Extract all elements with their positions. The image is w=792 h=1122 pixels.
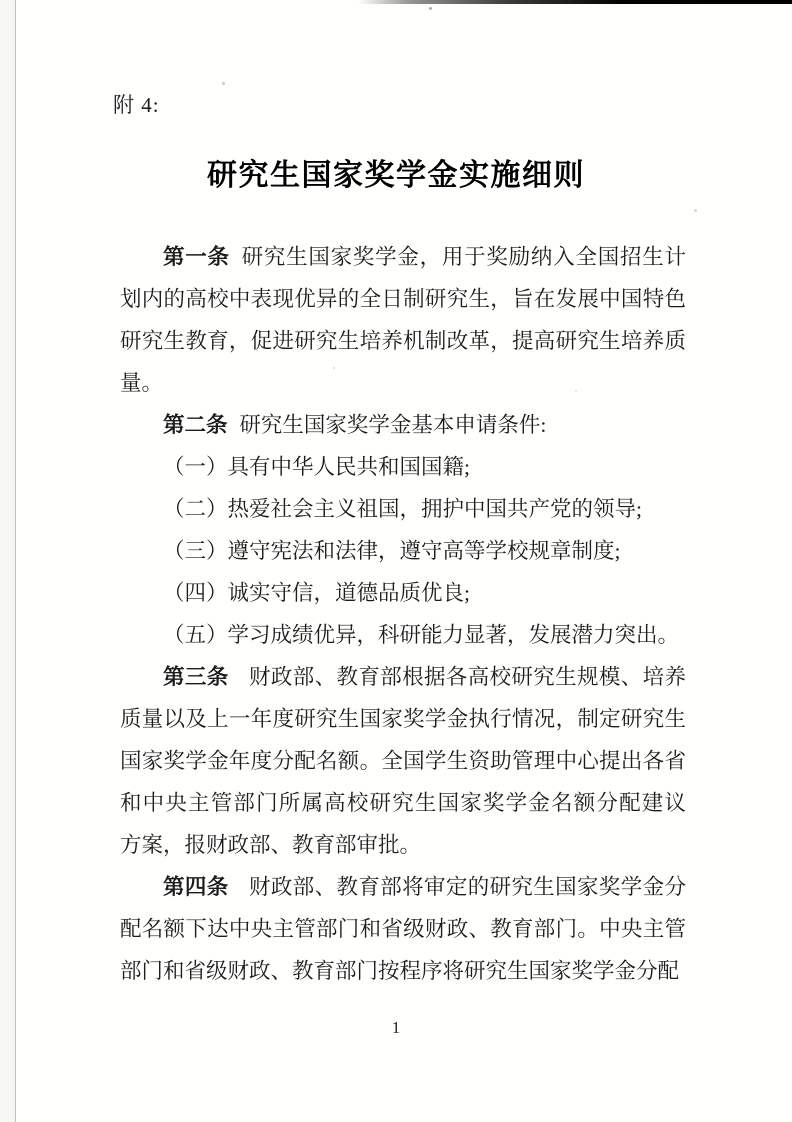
article-text-line: 研究生教育，促进研究生培养机制改革，提高研究生培养质 <box>120 329 686 353</box>
scan-top-artifact-line <box>358 0 792 4</box>
article-text-line: 配名额下达中央主管部门和省级财政、教育部门。中央主管 <box>120 917 686 941</box>
article-heading: 第二条 <box>163 413 228 437</box>
article-heading: 第四条 <box>163 875 229 899</box>
article-heading: 第三条 <box>163 665 229 689</box>
article-text-line: 部门和省级财政、教育部门按程序将研究生国家奖学金分配 <box>120 959 680 983</box>
list-item-line: （二）热爱社会主义祖国，拥护中国共产党的领导; <box>163 497 642 521</box>
article-text-line: 方案，报财政部、教育部审批。 <box>120 833 422 857</box>
page-number: 1 <box>391 1018 401 1037</box>
article-text-line: 和中央主管部门所属高校研究生国家奖学金名额分配建议 <box>120 791 686 815</box>
document-title: 研究生国家奖学金实施细则 <box>207 159 585 192</box>
article-text-line: 量。 <box>120 371 164 395</box>
scan-speck <box>429 7 432 10</box>
article-text-line: 质量以及上一年度研究生国家奖学金执行情况，制定研究生 <box>120 707 686 731</box>
article-heading: 第一条 <box>163 245 230 269</box>
scan-speck <box>222 82 225 85</box>
article-text-line: 第一条 研究生国家奖学金，用于奖励纳入全国招生计 <box>163 245 686 269</box>
list-item-line: （一）具有中华人民共和国国籍; <box>163 455 470 479</box>
attachment-label: 附 4: <box>113 93 160 117</box>
list-item-line: （四）诚实守信，道德品质优良; <box>163 581 470 605</box>
article-text-line: 划内的高校中表现优异的全日制研究生，旨在发展中国特色 <box>120 287 686 311</box>
article-text-line: 第三条 财政部、教育部根据各高校研究生规模、培养 <box>163 665 686 689</box>
scan-speck <box>694 209 697 212</box>
list-item-line: （五）学习成绩优异，科研能力显著，发展潜力突出。 <box>163 623 680 647</box>
article-text-line: 第四条 财政部、教育部将审定的研究生国家奖学金分 <box>163 875 686 899</box>
article-text-line: 国家奖学金年度分配名额。全国学生资助管理中心提出各省 <box>120 749 686 773</box>
article-text-line: 第二条 研究生国家奖学金基本申请条件: <box>163 413 547 437</box>
document-body <box>120 236 686 992</box>
list-item-line: （三）遵守宪法和法律，遵守高等学校规章制度; <box>163 539 621 563</box>
